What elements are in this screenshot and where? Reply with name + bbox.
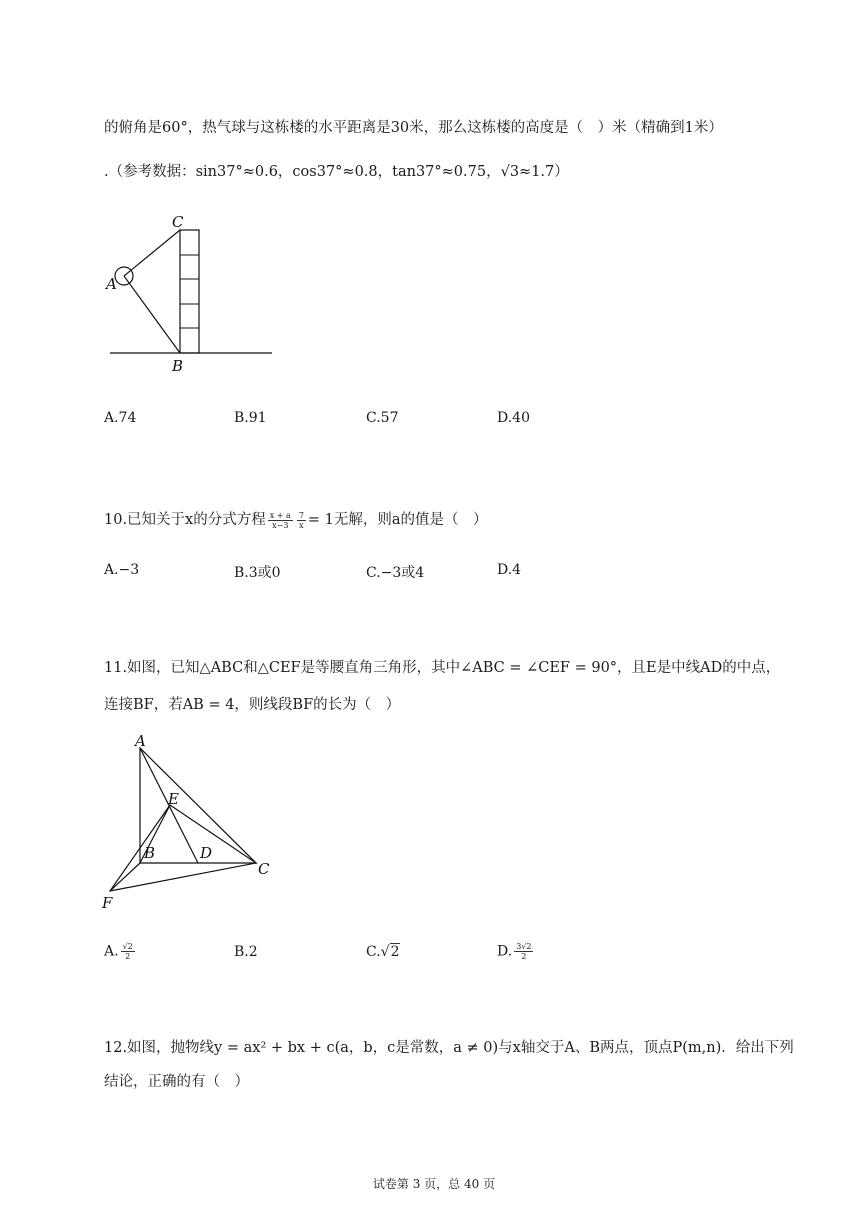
q10-option-c: C.−3或4 [366,565,425,581]
q12-text-line2: 结论，正确的有（ ） [104,1074,249,1090]
q11-label-a: A [135,732,146,750]
q9-label-b: B [172,357,184,375]
q9-figure [100,205,280,380]
q11-label-c: C [258,860,270,878]
q11-label-d: D [200,844,213,862]
q11-label-f: F [102,894,113,912]
q11-label-b: B [144,844,156,862]
q11-label-e: E [168,790,179,808]
q10-prefix: 10.已知关于x的分式方程 [104,512,266,528]
q11-option-a: A. $\frac{√2}{2}$ [104,942,133,961]
q11-option-c: C.√2 [366,944,400,960]
q9-option-a: A.74 [104,410,137,426]
q11-text-line2: 连接BF，若AB = 4，则线段BF的长为（ ） [104,697,401,713]
q9-option-b: B.91 [234,410,267,426]
q12-text-line1: 12.如图，抛物线y = ax² + bx + c(a，b，c是常数，a ≠ 0)与x轴交于A、B两点，顶点P(m,n)．给出下列 [104,1040,794,1056]
q11-text-line1: 11.如图，已知△ABC和△CEF是等腰直角三角形，其中∠ABC = ∠CEF = 90°，且E是中线AD的中点， [104,660,781,676]
q9-option-d: D.40 [497,410,530,426]
page-footer: 试卷第 3 页，总 40 页 [372,1177,496,1191]
q10-option-d: D.4 [497,562,522,578]
q9-text-line1: 的俯角是60°，热气球与这栋楼的水平距离是30米，那么这栋楼的高度是（ ）米（精确到1米） [104,120,723,136]
q9-label-c: C [172,213,184,231]
q10-fraction-1: $\frac{x + a}{x-3}$ [269,510,291,530]
q10-option-b: B.3或0 [234,565,281,581]
q10-eq: = 1 [307,512,334,528]
q10-fraction-2: $\frac{7}{x}$ [298,510,304,530]
q10-stem [104,510,488,530]
q11-option-b: B.2 [234,944,258,960]
q9-text-line2: .（参考数据：sin37°≈0.6，cos37°≈0.8，tan37°≈0.75，√3≈1.7） [104,164,569,180]
q11-option-d: D. $\frac{3√2}{2}$ [497,942,532,961]
q9-option-c: C.57 [366,410,399,426]
q9-label-a: A [106,275,117,293]
q10-suffix: 无解，则a的值是（ ） [333,512,488,528]
q10-option-a: A.−3 [104,562,140,578]
q11-figure [98,728,288,913]
